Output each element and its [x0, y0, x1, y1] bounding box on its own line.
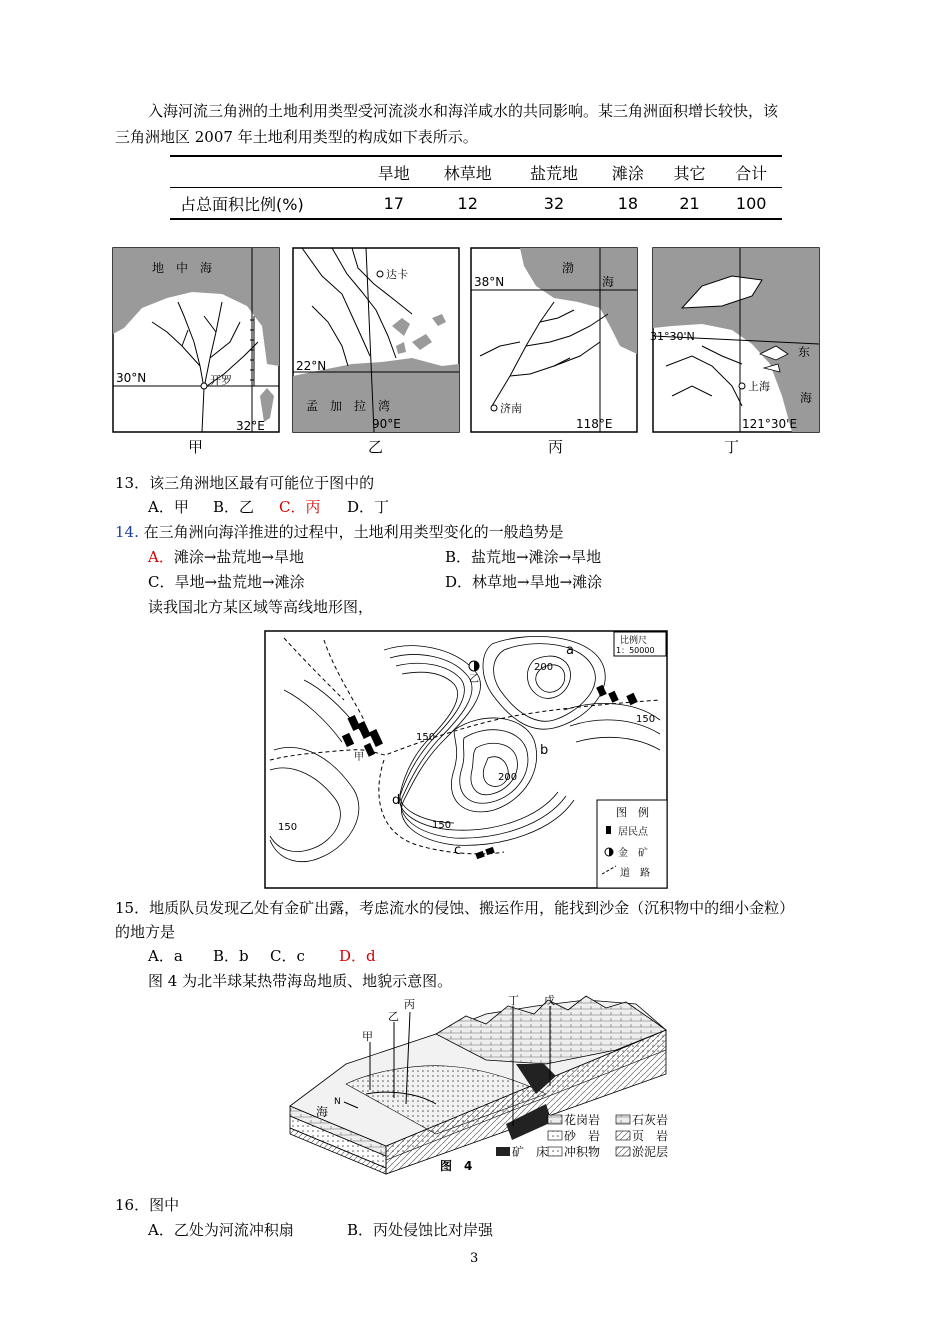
q15-option-c: C．c	[270, 947, 305, 965]
scale-title: 比例尺	[620, 636, 648, 646]
fig4-label-ding: 丁	[508, 994, 519, 1007]
contour-label-jia: 甲	[354, 752, 364, 763]
map-ding-caption: 丁	[724, 438, 740, 456]
map-yi-city-label: 达卡	[386, 268, 408, 281]
elevation-label: 150	[636, 714, 656, 725]
legend-item: 淤泥层	[632, 1145, 669, 1159]
contour-label-a: a	[566, 643, 574, 658]
fig4-intro: 图 4 为北半球某热带海岛地质、地貌示意图。	[148, 972, 453, 990]
map-yi-lat-label: 22°N	[296, 359, 327, 373]
q13-option-c: C．丙	[279, 498, 321, 516]
map-ding-city-label: 上海	[748, 380, 770, 393]
table-row	[170, 188, 782, 220]
table-header-cell: 旱地	[363, 156, 425, 188]
alluvium-swatch	[548, 1147, 562, 1156]
table-cell: 32	[511, 188, 597, 220]
legend-item: 冲积物	[564, 1145, 601, 1159]
settlement-icon	[606, 826, 611, 834]
contour-label-b: b	[540, 743, 549, 758]
contour-legend	[597, 800, 667, 888]
legend-item: 花岗岩	[564, 1113, 601, 1127]
contour-label-c: c	[454, 843, 462, 858]
map-bing-sea1-label: 渤	[562, 261, 575, 275]
map-jia-lon-label: 32°E	[236, 419, 265, 433]
map-yi-lon-label: 90°E	[372, 417, 401, 431]
map-yi-caption: 乙	[368, 438, 384, 456]
map-bing-sea2-label: 海	[602, 275, 615, 289]
table-header-cell: 其它	[659, 156, 721, 188]
map-jia-lat-label: 30°N	[116, 371, 147, 385]
legend-item: 砂 岩	[564, 1129, 601, 1143]
shale-swatch	[616, 1131, 630, 1140]
contour-label-yi: 乙	[469, 674, 479, 685]
granite-swatch	[548, 1115, 562, 1124]
legend-item: 金 矿	[618, 848, 648, 859]
intro-line-1: 入海河流三角洲的土地利用类型受河流淡水和海洋咸水的共同影响。某三角洲面积增长较快，该	[148, 102, 779, 120]
q14-option-c: C．旱地→盐荒地→滩涂	[148, 573, 305, 591]
map-jia	[113, 248, 279, 433]
q13-option-a: A．甲	[148, 498, 189, 516]
map-ding-sea1-label: 东	[798, 345, 811, 359]
map-jia-sea-label: 地 中 海	[152, 261, 213, 275]
legend-title: 图 例	[616, 806, 649, 819]
read-contour-line: 读我国北方某区域等高线地形图，	[148, 598, 374, 616]
elevation-label: 150	[278, 822, 298, 833]
limestone-swatch	[616, 1115, 630, 1124]
map-ding	[650, 248, 819, 432]
q13-stem: 13．该三角洲地区最有可能位于图中的	[115, 474, 375, 492]
q15-line-1: 15．地质队员发现乙处有金矿出露，考虑流水的侵蚀、搬运作用，能找到沙金（沉积物中的细小金粒）	[115, 899, 795, 917]
q15-option-a: A．a	[148, 947, 183, 965]
q15-line-2: 的地方是	[115, 923, 176, 941]
contour-label-d: d	[392, 793, 401, 808]
fig4-label-jia: 甲	[362, 1030, 373, 1043]
map-yi	[293, 248, 459, 432]
table-header-row	[170, 156, 782, 188]
fig4-label-wu: 戊	[544, 994, 555, 1007]
map-bing-lat-label: 38°N	[474, 275, 505, 289]
legend-item: 页 岩	[632, 1129, 669, 1143]
silt-swatch	[616, 1147, 630, 1156]
elevation-label: 150	[416, 732, 436, 743]
ore-deposit-swatch	[496, 1147, 510, 1156]
table-cell: 12	[425, 188, 511, 220]
q14-stem: 在三角洲向海洋推进的过程中，土地利用类型变化的一般趋势是	[143, 523, 564, 541]
fig4-caption: 图 4	[440, 1159, 473, 1173]
map-yi-bay-label: 孟 加 拉 湾	[306, 399, 391, 413]
table-header-cell: 合计	[720, 156, 782, 188]
legend-item: 矿 床	[512, 1145, 549, 1159]
map-bing	[471, 248, 637, 432]
q13-option-b: B．乙	[213, 498, 255, 516]
q16-option-b: B．丙处侵蚀比对岸强	[347, 1221, 494, 1239]
scale-box	[614, 632, 666, 656]
q14-option-d: D．林草地→旱地→滩涂	[445, 573, 603, 591]
elevation-label: 200	[534, 662, 554, 673]
fig4-sea-label: 海	[316, 1105, 329, 1119]
table-cell: 21	[659, 188, 721, 220]
map-jia-city-label: 开罗	[210, 374, 232, 387]
page-number: 3	[470, 1251, 479, 1266]
map-ding-lat-label: 31°30'N	[650, 330, 695, 343]
map-jia-caption: 甲	[188, 438, 204, 456]
figure-4-diagram	[286, 994, 694, 1176]
legend-item: 居民点	[618, 827, 648, 838]
intro-line-2: 三角洲地区 2007 年土地利用类型的构成如下表所示。	[115, 128, 478, 146]
q15-option-b: B．b	[213, 947, 249, 965]
legend-item: 石灰岩	[632, 1113, 669, 1127]
map-bing-lon-label: 118°E	[576, 417, 613, 431]
elevation-label: 150	[432, 820, 452, 831]
table-header-cell: 林草地	[425, 156, 511, 188]
table-cell: 18	[597, 188, 659, 220]
q16-stem: 16．图中	[115, 1196, 180, 1214]
table-cell: 100	[720, 188, 782, 220]
table-header-cell: 滩涂	[597, 156, 659, 188]
table-header-cell: 盐荒地	[511, 156, 597, 188]
map-ding-lon-label: 121°30'E	[742, 417, 798, 431]
map-bing-city-label: 济南	[500, 402, 522, 415]
elevation-label: 200	[498, 772, 518, 783]
q14-option-b: B．盐荒地→滩涂→旱地	[445, 548, 602, 566]
q14-option-a-letter: A．	[148, 548, 174, 566]
fig4-label-yi: 乙	[388, 1010, 399, 1023]
sandstone-swatch	[548, 1131, 562, 1140]
scale-value: 1：50000	[616, 646, 655, 655]
table-row-label: 占总面积比例(%)	[170, 188, 363, 220]
delta-maps	[112, 246, 820, 434]
map-bing-caption: 丙	[548, 438, 564, 456]
land-use-table	[170, 155, 782, 220]
q16-option-a: A．乙处为河流冲积扇	[148, 1221, 294, 1239]
fig4-north-label: N	[334, 1097, 341, 1107]
q14-number: 14.	[115, 523, 139, 541]
table-header-cell	[170, 156, 363, 188]
q15-option-d: D．d	[339, 947, 376, 965]
q14-option-a-text: 滩涂→盐荒地→旱地	[173, 548, 304, 566]
legend-item: 道 路	[620, 868, 650, 879]
q13-option-d: D．丁	[347, 498, 390, 516]
fig4-label-bing: 丙	[404, 998, 415, 1011]
table-cell: 17	[363, 188, 425, 220]
map-ding-sea2-label: 海	[800, 391, 813, 405]
contour-map	[264, 630, 668, 890]
